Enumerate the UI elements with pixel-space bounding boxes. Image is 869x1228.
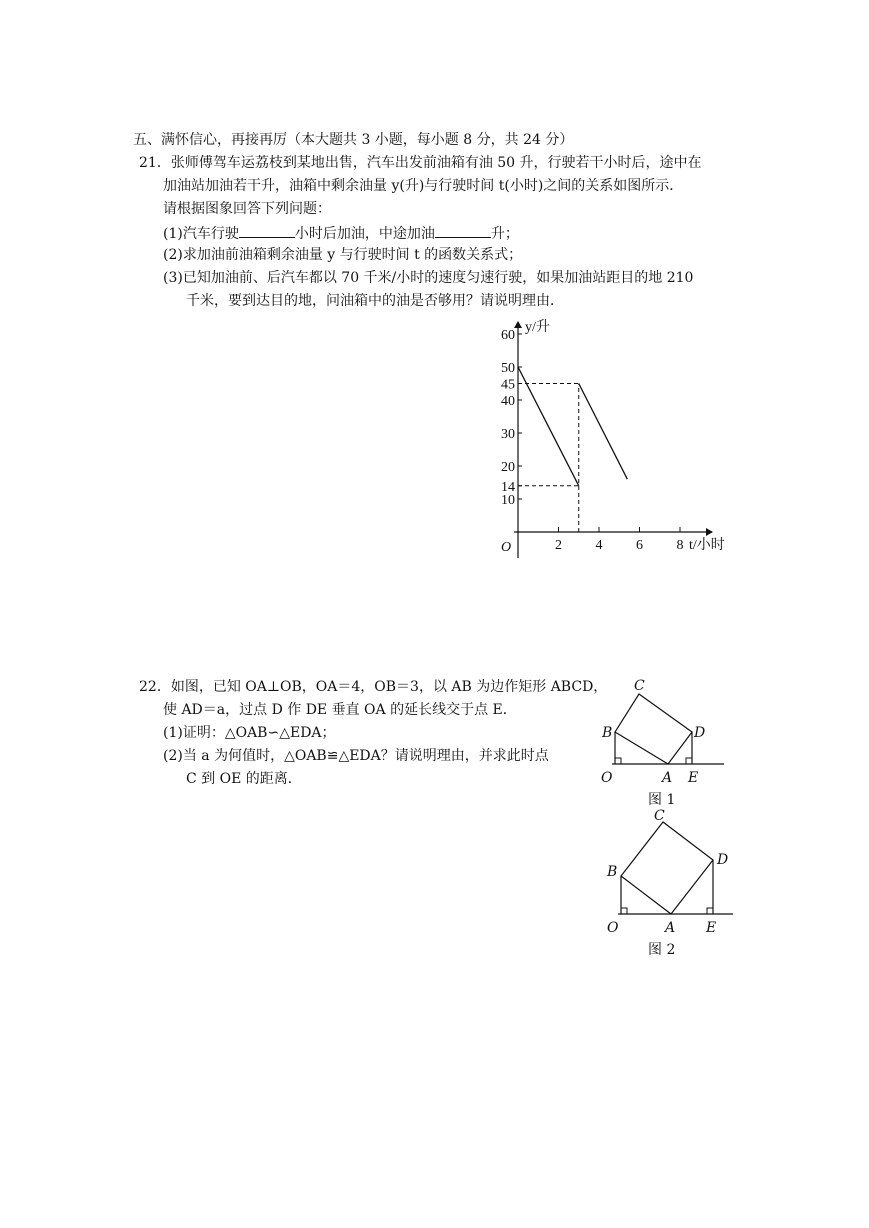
fig1-label-b: B	[602, 725, 613, 741]
fig1-label-o: O	[601, 770, 613, 786]
q22-part-2-line-2: C 到 OE 的距离．	[186, 771, 302, 787]
y-tick-label-14: 14	[501, 479, 515, 495]
fig1-right-angle-mark-o	[615, 758, 621, 764]
fig2-right-angle-mark-e	[707, 908, 713, 914]
y-tick-label-30: 30	[501, 427, 515, 442]
q22-part-1: (1)证明：△OAB∽△EDA；	[163, 725, 336, 741]
y-tick-label-40: 40	[501, 394, 515, 409]
q21-part-1	[163, 223, 519, 243]
x-tick-label-2: 2	[555, 538, 562, 553]
q22-line-2: 使 AD＝a，过点 D 作 DE 垂直 OA 的延长线交于点 E．	[163, 702, 517, 718]
q21-line-1: 21．张师傅驾车运荔枝到某地出售，汽车出发前油箱有油 50 升，行驶若干小时后，途中在	[139, 155, 702, 171]
y-tick-label-50: 50	[501, 361, 515, 376]
fig1-label-a: A	[662, 770, 673, 786]
x-tick-label-6: 6	[636, 538, 643, 553]
q21-part-3-line-1: (3)已知加油前、后汽车都以 70 千米/小时的速度匀速行驶，如果加油站距目的地 210	[163, 270, 694, 286]
fig1-right-angle-mark-e	[686, 758, 692, 764]
fig1-label-e: E	[688, 770, 699, 786]
fuel-line-segment-2	[579, 384, 628, 480]
answer-blank-hours	[239, 223, 295, 238]
fig2-label-a: A	[665, 920, 676, 936]
fig1-caption: 图 1	[648, 792, 676, 808]
fig2-rectangle-abcd	[621, 822, 713, 914]
q22-line-1: 22．如图，已知 OA⊥OB，OA＝4，OB＝3，以 AB 为边作矩形 ABCD，	[139, 679, 608, 695]
x-tick-label-4: 4	[595, 538, 603, 553]
q21-line-2: 加油站加油若干升，油箱中剩余油量 y(升)与行驶时间 t(小时)之间的关系如图所示．	[163, 178, 684, 194]
fig2-label-d: D	[717, 852, 729, 868]
q21-part-2: (2)求加油前油箱剩余油量 y 与行驶时间 t 的函数关系式；	[163, 247, 523, 263]
y-tick-label-60: 60	[501, 328, 515, 343]
origin-label: O	[500, 540, 512, 555]
q21-part-1-text-b: 小时后加油，中途加油	[294, 226, 435, 242]
x-axis-label: t/小时	[689, 538, 725, 553]
fig2-label-b: B	[607, 864, 618, 880]
fig2-right-angle-mark-o	[621, 908, 627, 914]
y-tick-label-10: 10	[501, 493, 515, 508]
q21-line-3: 请根据图象回答下列问题：	[163, 201, 331, 217]
y-tick-label-20: 20	[501, 460, 515, 475]
fig1-label-c: C	[634, 678, 645, 694]
y-tick-label-45: 45	[501, 377, 515, 393]
y-axis-label: y/升	[525, 320, 550, 335]
fig2-label-o: O	[607, 920, 619, 936]
fig1-label-d: D	[694, 725, 706, 741]
fuel-line-segment-1	[518, 367, 579, 486]
q21-part-1-text-c: 升；	[490, 226, 519, 242]
fig1-rectangle-abcd	[615, 694, 692, 764]
fig2-caption: 图 2	[648, 942, 676, 958]
q21-part-3-line-2: 千米，要到达目的地，问油箱中的油是否够用？请说明理由．	[186, 293, 564, 309]
x-tick-label-8: 8	[676, 538, 684, 553]
answer-blank-liters	[435, 223, 491, 238]
q22-part-2-line-1: (2)当 a 为何值时，△OAB≌△EDA？请说明理由，并求此时点	[163, 748, 549, 764]
fig2-label-e: E	[706, 920, 717, 936]
section-title: 五、满怀信心，再接再厉（本大题共 3 小题，每小题 8 分，共 24 分）	[133, 132, 574, 148]
q21-part-1-text-a: (1)汽车行驶	[163, 226, 239, 242]
fig2-label-c: C	[654, 808, 665, 824]
